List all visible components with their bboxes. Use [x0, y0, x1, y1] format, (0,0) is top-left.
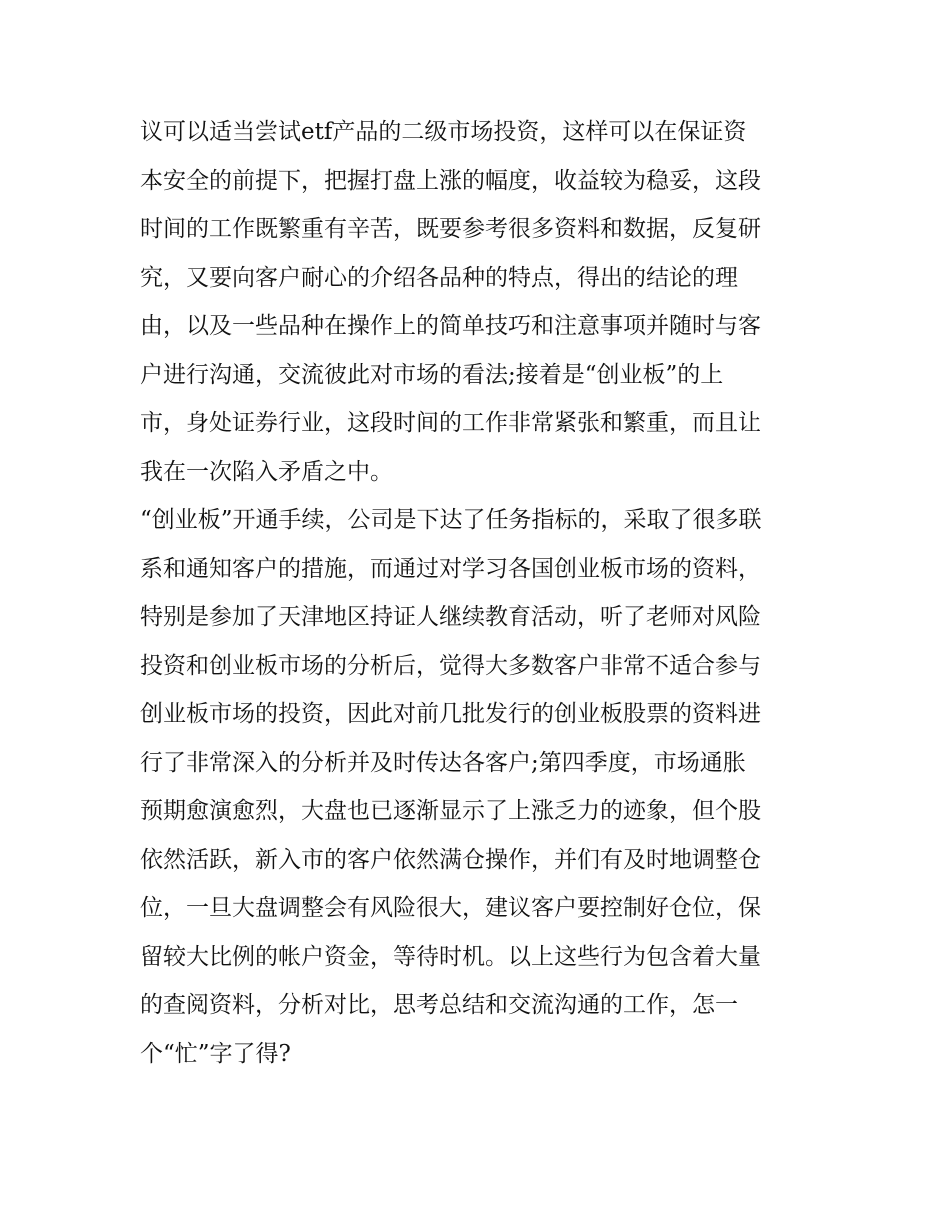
text-line-2: 本安全的前提下，把握打盘上涨的幅度，收益较为稳妥，这段 — [140, 167, 761, 194]
text-line-18: 留较大比例的帐户资金，等待时机。以上这些行为包含着大量 — [140, 943, 761, 970]
text-line-1: 议可以适当尝试etf产品的二级市场投资，这样可以在保证资 — [140, 119, 747, 145]
text-line-10: 系和通知客户的措施，而通过对学习各国创业板市场的资料， — [140, 555, 761, 582]
text-line-11: 特别是参加了天津地区持证人继续教育活动，听了老师对风险 — [140, 604, 761, 630]
text-line-13: 创业板市场的投资，因此对前几批发行的创业板股票的资料进 — [140, 701, 761, 727]
text-line-17: 位，一旦大盘调整会有风险很大，建议客户要控制好仓位，保 — [140, 895, 761, 921]
text-line-19: 的查阅资料，分析对比，思考总结和交流沟通的工作，怎一 — [140, 992, 738, 1018]
text-line-3: 时间的工作既繁重有辛苦，既要参考很多资料和数据，反复研 — [140, 216, 761, 242]
text-line-14: 行了非常深入的分析并及时传达各客户;第四季度，市场通胀 — [140, 749, 746, 776]
text-line-8: 我在一次陷入矛盾之中。 — [140, 458, 393, 485]
text-line-15: 预期愈演愈烈，大盘也已逐渐显示了上涨乏力的迹象，但个股 — [140, 798, 761, 824]
text-line-20: 个“忙”字了得? — [140, 1040, 291, 1067]
text-line-12: 投资和创业板市场的分析后，觉得大多数客户非常不适合参与 — [140, 652, 761, 679]
text-line-6: 户进行沟通，交流彼此对市场的看法;接着是“创业板”的上 — [140, 361, 724, 388]
document-body — [140, 108, 820, 1078]
text-line-5: 由，以及一些品种在操作上的简单技巧和注意事项并随时与客 — [140, 313, 761, 339]
text-line-16: 依然活跃，新入市的客户依然满仓操作，并们有及时地调整仓 — [140, 846, 761, 873]
text-line-9: “创业板”开通手续，公司是下达了任务指标的，采取了很多联 — [140, 507, 762, 533]
text-line-4: 究，又要向客户耐心的介绍各品种的特点，得出的结论的理 — [140, 264, 738, 291]
text-line-7: 市，身处证券行业，这段时间的工作非常紧张和繁重，而且让 — [140, 410, 761, 436]
